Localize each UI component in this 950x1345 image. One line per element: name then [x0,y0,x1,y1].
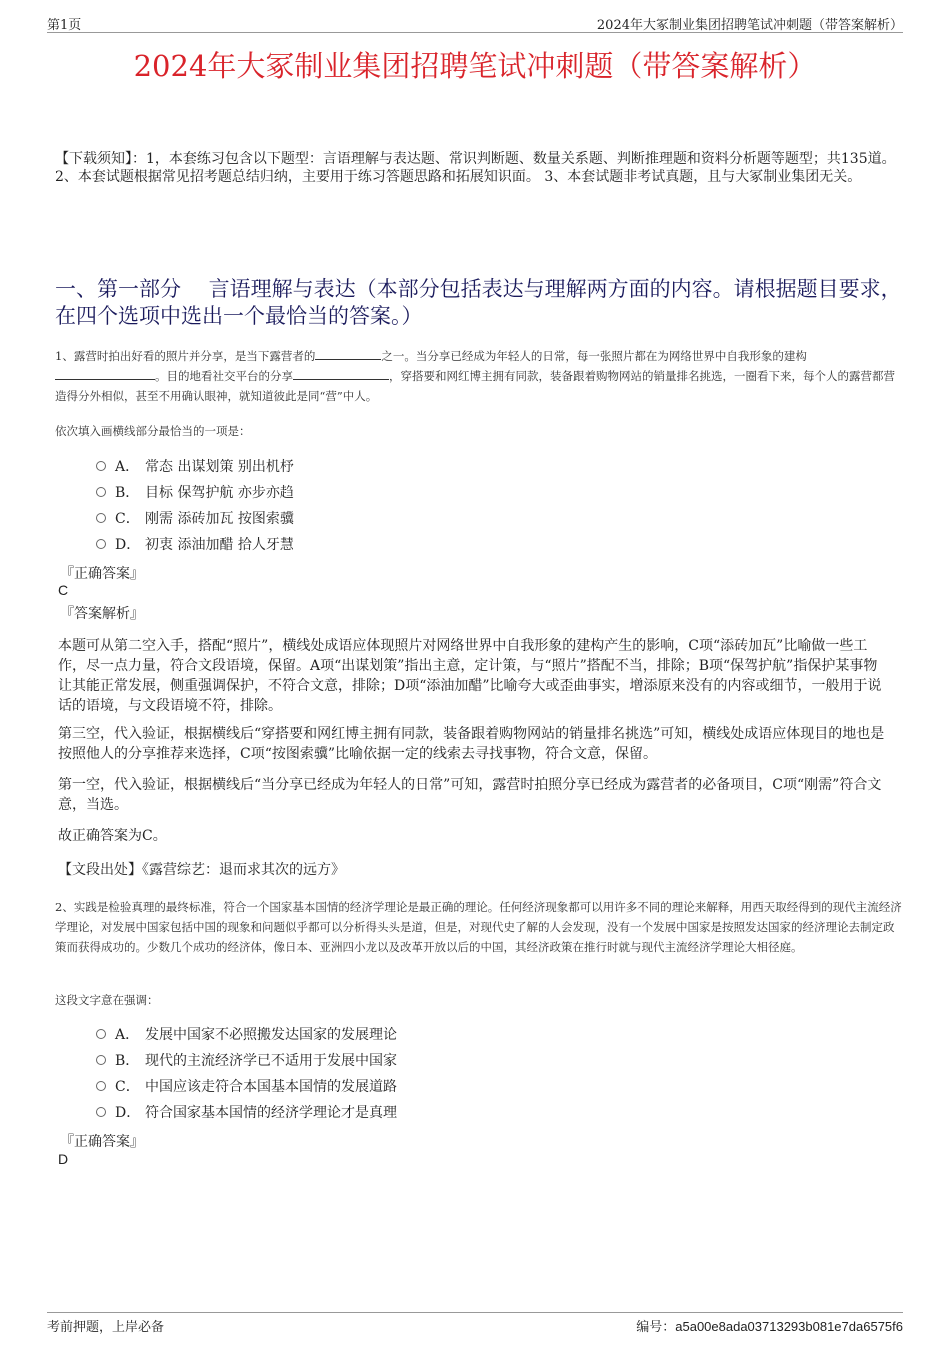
analysis-conclusion: 故正确答案为C。 [58,828,167,844]
section-heading: 一、第一部分 言语理解与表达（本部分包括表达与理解两方面的内容。请根据题目要求，在四个选项中选出一个最恰当的答案。） [55,277,902,328]
option-b[interactable]: B． 现代的主流经济学已不适用于发展中国家 [96,1047,397,1073]
option-a[interactable]: A． 发展中国家不必照搬发达国家的发展理论 [96,1021,397,1047]
blank-2 [55,367,155,380]
answer-label: 『正确答案』 [60,1134,144,1150]
option-d[interactable]: D． 符合国家基本国情的经济学理论才是真理 [96,1099,397,1125]
analysis-paragraph-2: 第三空，代入验证，根据横线后“穿搭要和网红博主拥有同款，装备跟着购物网站的销量排名挑选”可知，横线处成语应体现目的地也是按照他人的分享推荐来选择，C项“按图索骥”比喻依据一定的线索去寻找事物，符合文意，保留。 [58,726,885,762]
download-notice: 【下载须知】：1，本套练习包含以下题型：言语理解与表达题、常识判断题、数量关系题、判断推理题和资料分析题等题型；共135道。 2、本套试题根据常见招考题总结归纳，主要用于练习答题思路和拓展知识面。 3、本套试题非考试真题，且与大冢制业集团无关。 [55,151,896,185]
radio-icon[interactable] [96,513,106,523]
answer-value: D [58,1151,69,1167]
option-d[interactable]: D． 初衷 添油加醋 拾人牙慧 [96,531,294,557]
option-a[interactable]: A． 常态 出谋划策 别出机杼 [96,453,294,479]
analysis-paragraph-3: 第一空，代入验证，根据横线后“当分享已经成为年轻人的日常”可知，露营时拍照分享已经成为露营者的必备项目，C项“刚需”符合文意，当选。 [58,777,882,813]
answer-label: 『正确答案』 [60,566,144,582]
source-citation: 【文段出处】《露营综艺：退而求其次的远方》 [58,862,345,878]
radio-icon[interactable] [96,1107,106,1117]
analysis-paragraph-1: 本题可从第二空入手，搭配“照片”，横线处成语应体现照片对网络世界中自我形象的建构产生的影响，C项“添砖加瓦”比喻做一些工作，尽一点力量，符合文段语境，保留。A项“出谋划策”指出主意，定计策，与“照片”搭配不当，排除；B项“保驾护航”指保护某事物让其能正常发展，侧重强调保护，不符合文意，排除；D项“添油加醋”比喻夸大或歪曲事实，增添原来没有的内容或细节，一般用于说话的语境，与文段语境不符，排除。 [58,638,882,714]
blank-3 [293,367,389,380]
question-2-options [96,1021,397,1125]
blank-1 [315,347,381,360]
radio-icon[interactable] [96,487,106,497]
page-footer [47,1312,903,1335]
radio-icon[interactable] [96,1081,106,1091]
question-1-prompt: 依次填入画横线部分最恰当的一项是： [55,424,251,438]
question-1-options [96,453,294,557]
answer-value: C [58,582,69,598]
page-number: 第1页 [47,18,82,33]
footer-slogan: 考前押题，上岸必备 [47,1320,165,1335]
radio-icon[interactable] [96,539,106,549]
radio-icon[interactable] [96,461,106,471]
option-c[interactable]: C． 中国应该走符合本国基本国情的发展道路 [96,1073,397,1099]
document-title: 2024年大冢制业集团招聘笔试冲刺题（带答案解析） [133,49,817,83]
question-2-text: 2、实践是检验真理的最终标准，符合一个国家基本国情的经济学理论是最正确的理论。任何经济现象都可以用许多不同的理论来解释，用西天取经得到的现代主流经济学理论，对发展中国家包括中国的现象和问题似乎都可以分析得头头是道，但是，对现代史了解的人会发现，没有一个发展中国家是按照发达国家的经济理论去制定政策而获得成功的。少数几个成功的经济体，像日本、亚洲四小龙以及改革开放以后的中国，其经济政策在推行时就与现代主流经济学理论大相径庭。 [55,900,902,954]
radio-icon[interactable] [96,1055,106,1065]
radio-icon[interactable] [96,1029,106,1039]
analysis-label: 『答案解析』 [60,606,144,622]
option-c[interactable]: C． 刚需 添砖加瓦 按图索骥 [96,505,294,531]
question-1-text: 1、露营时拍出好看的照片并分享，是当下露营者的 之一。当分享已经成为年轻人的日常，每一张照片都在为网络世界中自我形象的建构。目的地看社交平台的分享 ，穿搭要和网红博主拥有同款，装备跟着购物网站的销量排名挑选，一圈看下来，每个人的露营都营造得分外相似，甚至不用确认眼神，就知道彼此是同“营”中人。 [55,349,895,403]
document-code: 编号：a5a00e8ada03713293b081e7da6575f6 [636,1319,903,1335]
header-title: 2024年大冢制业集团招聘笔试冲刺题（带答案解析） [596,18,903,33]
page-header [47,14,903,33]
option-b[interactable]: B． 目标 保驾护航 亦步亦趋 [96,479,294,505]
question-2-prompt: 这段文字意在强调： [55,993,159,1007]
